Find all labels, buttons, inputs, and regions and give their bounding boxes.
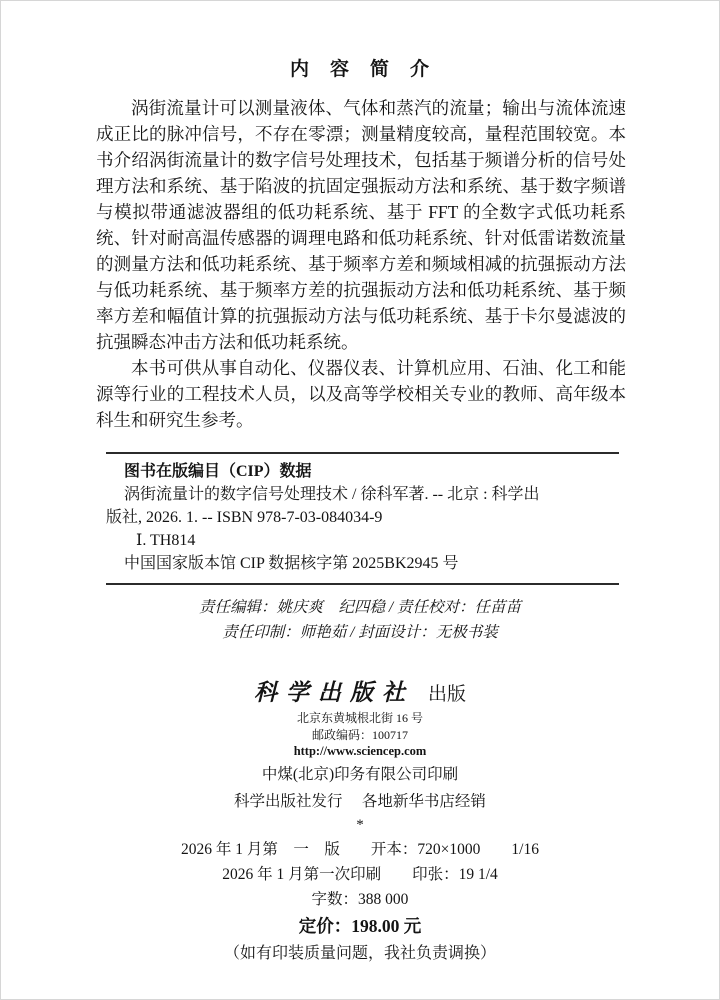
- word-count-line: 字数：388 000: [311, 890, 409, 908]
- credits-printing-design-line: 责任印制：师艳茹 / 封面设计：无极书装: [222, 624, 498, 641]
- intro-paragraph-2: 本书可供从事自动化、仪器仪表、计算机应用、石油、化工和能源等行业的工程技术人员，以及高等学校相关专业的教师、高年级本科生和研究生参考。: [96, 358, 626, 430]
- asterisk-separator: *: [356, 816, 364, 833]
- edition-line: 2026 年 1 月第 一 版 开本：720×1000 1/16: [181, 840, 539, 858]
- price-line: 定价：198.00 元: [298, 915, 422, 936]
- printing-line: 2026 年 1 月第一次印刷 印张：19 1/4: [222, 865, 498, 883]
- cip-heading: 图书在版编目（CIP）数据: [124, 463, 312, 480]
- publisher-website: http://www.sciencep.com: [293, 744, 427, 758]
- cip-isbn-line: 版社, 2026. 1. -- ISBN 978-7-03-084034-9: [106, 509, 383, 526]
- intro-paragraph-1: 涡街流量计可以测量液体、气体和蒸汽的流量；输出与流体流速成正比的脉冲信号，不存在零漂；测量精度较高，量程范围较宽。本书介绍涡街流量计的数字信号处理技术，包括基于频谱分析的信号处理方法和系统、基于陷波的抗固定强振动方法和系统、基于数字频谱与模拟带通滤波器组的低功耗系统、基于 FFT 的全数字式低功耗系统、针对耐高温传感器的调理电路和低功耗系统、针对低雷诺数流量的测量方法和低功耗系统、基于频率方差和频域相减的抗强振动方法与低功耗系统、基于频率方差的抗强振动方法和低功耗系统、基于频率方差和幅值计算的抗强振动方法与低功耗系统、基于卡尔曼滤波的抗强瞬态冲击方法和低功耗系统。: [96, 98, 626, 352]
- quality-notice: （如有印装质量问题，我社负责调换）: [223, 944, 496, 962]
- edition-info: [1, 837, 719, 912]
- cip-data-block: [106, 452, 619, 585]
- distribution-line: 科学出版社发行 各地新华书店经销: [234, 792, 486, 810]
- colophon: [1, 679, 719, 967]
- cip-registration-line: 中国国家版本馆 CIP 数据核字第 2025BK2945 号: [124, 555, 459, 572]
- publisher-logo: 科学出版社: [253, 680, 414, 705]
- printer-line: 中煤(北京)印务有限公司印刷: [261, 765, 459, 783]
- page-title: 内 容 简 介: [289, 59, 430, 80]
- cip-classification-line: Ⅰ. TH814: [136, 532, 196, 549]
- intro-section: [96, 95, 626, 433]
- publisher-address: 北京东黄城根北街 16 号: [296, 711, 423, 725]
- staff-credits: [1, 595, 719, 645]
- cip-title-author-line: 涡街流量计的数字信号处理技术 / 徐科军著. -- 北京 : 科学出: [124, 486, 540, 503]
- publisher-postcode: 邮政编码：100717: [311, 727, 408, 742]
- credits-editors-line: 责任编辑：姚庆爽 纪四稳 / 责任校对：任苗苗: [198, 599, 522, 616]
- publisher-suffix: 出版: [427, 684, 466, 705]
- publisher-line: [1, 679, 719, 710]
